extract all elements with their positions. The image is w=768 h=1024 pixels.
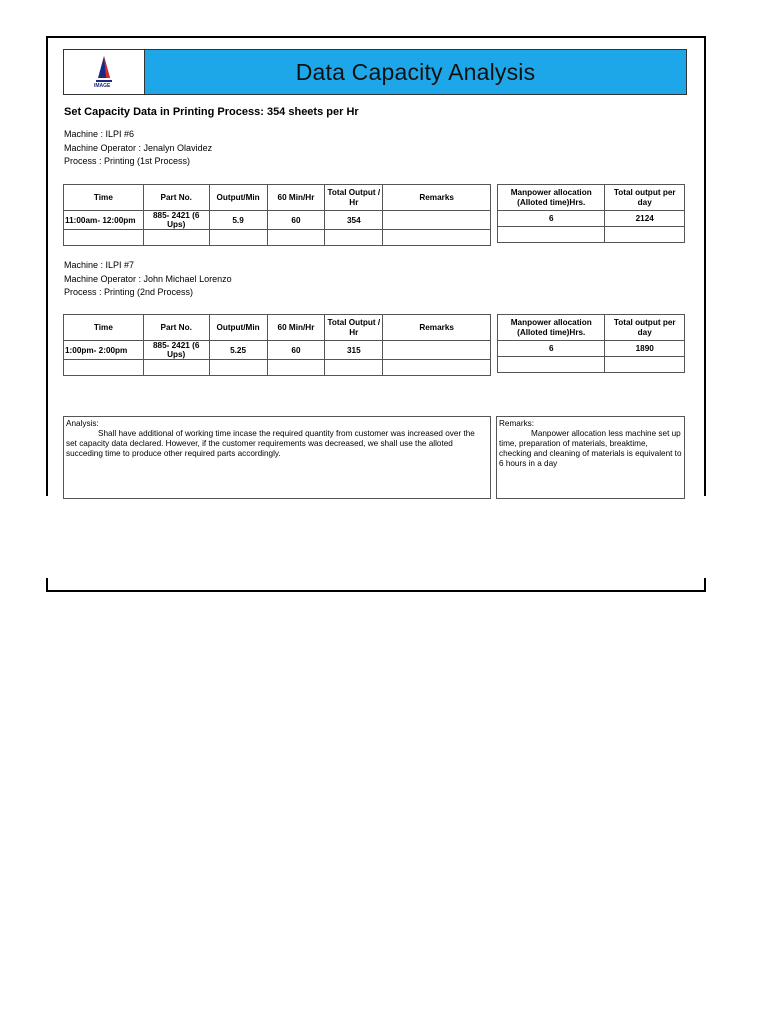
process-label: Process : Printing (2nd Process) <box>64 287 194 297</box>
analysis-label: Analysis: <box>66 419 99 428</box>
table-header-row <box>64 315 491 341</box>
col-header: 60 Min/Hr <box>267 185 325 211</box>
machine-label: Machine : ILPI #7 <box>64 260 135 270</box>
table-row-empty <box>498 357 685 373</box>
section2-side-table <box>497 314 685 373</box>
col-header: Time <box>64 315 144 341</box>
operator-label: Machine Operator : Jenalyn Olavidez <box>64 142 213 153</box>
operator-label: Machine Operator : John Michael Lorenzo <box>64 273 232 284</box>
section2-table <box>63 314 491 376</box>
section1-table <box>63 184 491 246</box>
col-header: Total output per day <box>605 315 685 341</box>
frame-corner-left <box>46 578 48 592</box>
table-row-empty <box>64 360 491 376</box>
title-banner <box>145 50 686 94</box>
col-header: 60 Min/Hr <box>267 315 325 341</box>
cell <box>383 360 491 376</box>
cell: 60 <box>267 211 325 230</box>
col-header: Output/Min <box>209 185 267 211</box>
table-row <box>498 211 685 227</box>
cell: 885- 2421 (6 Ups) <box>143 211 209 230</box>
cell <box>143 230 209 246</box>
capacity-subtitle: Set Capacity Data in Printing Process: 354 sheets per Hr <box>64 106 359 118</box>
table-header-row <box>64 185 491 211</box>
cell <box>64 230 144 246</box>
col-header: Total output per day <box>605 185 685 211</box>
cell <box>605 227 685 243</box>
col-header: Part No. <box>143 185 209 211</box>
remarks-text: Manpower allocation less machine set up time, preparation of materials, breaktime, checking and cleaning of materials is equivalent to 6 hours in a day <box>499 429 682 468</box>
cell <box>383 230 491 246</box>
cell <box>498 227 605 243</box>
cell: 11:00am- 12:00pm <box>64 211 144 230</box>
machine-label: Machine : ILPI #6 <box>64 129 135 139</box>
cell <box>267 360 325 376</box>
cell: 5.9 <box>209 211 267 230</box>
table-row <box>64 211 491 230</box>
cell: 60 <box>267 341 325 360</box>
frame-left-border <box>46 36 48 496</box>
col-header: Manpower allocation (Alloted time)Hrs. <box>498 315 605 341</box>
frame-right-border <box>704 36 706 496</box>
frame-corner-right <box>704 578 706 592</box>
cell <box>325 230 383 246</box>
cell <box>383 211 491 230</box>
remarks-label: Remarks: <box>499 419 535 428</box>
company-logo <box>64 50 145 94</box>
cell: 6 <box>498 341 605 357</box>
col-header: Part No. <box>143 315 209 341</box>
cell: 5.25 <box>209 341 267 360</box>
col-header: Remarks <box>383 185 491 211</box>
section1-info <box>64 128 212 169</box>
cell: 354 <box>325 211 383 230</box>
cell: 315 <box>325 341 383 360</box>
table-row <box>498 341 685 357</box>
col-header: Time <box>64 185 144 211</box>
cell <box>64 360 144 376</box>
analysis-text: Shall have additional of working time incase the required quantity from customer was increased over the set capacity data declared. However, if the customer requirements was decreased, we shall use the alloted succeding time to produce other required parts accordingly. <box>66 429 475 458</box>
frame-bottom-border <box>46 590 706 592</box>
table-row <box>64 341 491 360</box>
table-header-row <box>498 315 685 341</box>
cell: 6 <box>498 211 605 227</box>
frame-top-border <box>46 36 706 38</box>
table-row-empty <box>498 227 685 243</box>
col-header: Remarks <box>383 315 491 341</box>
cell <box>325 360 383 376</box>
cell <box>605 357 685 373</box>
section2-info <box>64 259 232 300</box>
remarks-box <box>496 416 685 499</box>
document-title: Data Capacity Analysis <box>295 58 536 85</box>
cell <box>498 357 605 373</box>
col-header: Output/Min <box>209 315 267 341</box>
logo-text: IMAGE <box>94 83 111 89</box>
analysis-box <box>63 416 491 499</box>
document-header <box>63 49 687 95</box>
col-header: Total Output / Hr <box>325 315 383 341</box>
section1-side-table <box>497 184 685 243</box>
cell: 1890 <box>605 341 685 357</box>
col-header: Manpower allocation (Alloted time)Hrs. <box>498 185 605 211</box>
cell <box>383 341 491 360</box>
cell <box>209 360 267 376</box>
cell <box>143 360 209 376</box>
cell: 1:00pm- 2:00pm <box>64 341 144 360</box>
cell <box>209 230 267 246</box>
table-row-empty <box>64 230 491 246</box>
cell: 885- 2421 (6 Ups) <box>143 341 209 360</box>
col-header: Total Output / Hr <box>325 185 383 211</box>
cell: 2124 <box>605 211 685 227</box>
cell <box>267 230 325 246</box>
process-label: Process : Printing (1st Process) <box>64 156 191 166</box>
table-header-row <box>498 185 685 211</box>
